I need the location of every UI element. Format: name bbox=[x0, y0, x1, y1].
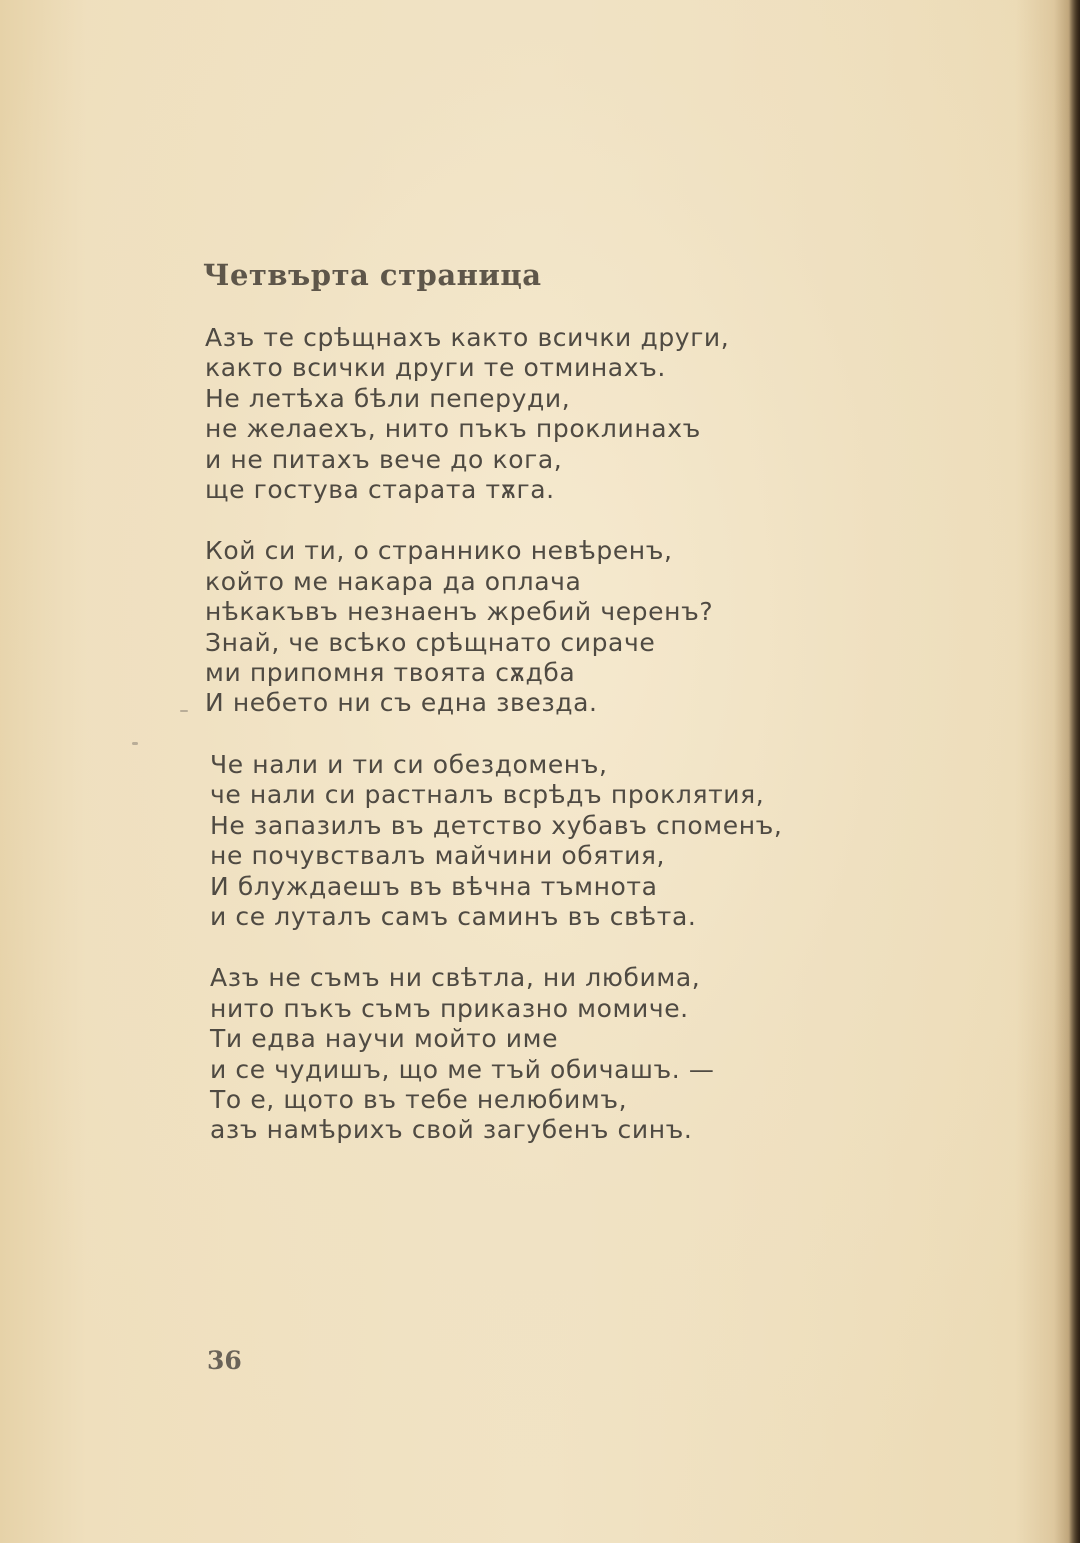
poem-line: нѣкакъвъ незнаенъ жребий черенъ? bbox=[205, 597, 714, 627]
paper-speck bbox=[132, 742, 138, 745]
poem-body bbox=[205, 323, 845, 1177]
paper-speck bbox=[180, 710, 188, 712]
poem-line: ми припомня твоята сѫдба bbox=[205, 658, 576, 688]
poem-line: и не питахъ вече до кога, bbox=[205, 444, 563, 474]
poem-line: Че нали и ти си обездоменъ, bbox=[210, 749, 608, 779]
poem-line: Азъ не съмъ ни свѣтла, ни любима, bbox=[210, 963, 701, 993]
poem-line: ще гостува старата тѫга. bbox=[205, 475, 555, 505]
poem-line: азъ намѣрихъ свой загубенъ синъ. bbox=[210, 1115, 693, 1145]
poem-line: не желаехъ, нито пъкъ проклинахъ bbox=[205, 414, 701, 444]
page-number: 36 bbox=[207, 1346, 242, 1375]
poem-line: Азъ те срѣщнахъ както всички други, bbox=[205, 323, 730, 352]
poem-line: че нали си растналъ всрѣдъ проклятия, bbox=[210, 780, 765, 810]
poem-line: То е, щото въ тебе нелюбимъ, bbox=[210, 1084, 628, 1114]
poem-line: не почувствалъ майчини обятия, bbox=[210, 841, 666, 871]
poem-line: и се луталъ самъ саминъ въ свѣта. bbox=[210, 901, 697, 931]
poem-line: Знай, че всѣко срѣщнато сираче bbox=[205, 627, 656, 657]
poem-line: и се чудишъ, що ме тъй обичашъ. — bbox=[210, 1054, 715, 1084]
poem-line: И небето ни съ една звезда. bbox=[205, 688, 598, 718]
poem-line: Кой си ти, о страннико невѣренъ, bbox=[205, 536, 673, 566]
page-edge-shadow bbox=[1054, 0, 1080, 1543]
poem-line: Не запазилъ въ детство хубавъ споменъ, bbox=[210, 810, 783, 840]
poem-line: нито пъкъ съмъ приказно момиче. bbox=[210, 993, 689, 1023]
stanza-3 bbox=[205, 750, 845, 932]
poem-line: който ме накара да оплача bbox=[205, 566, 582, 596]
poem-title: Четвърта страница bbox=[203, 258, 542, 292]
stanza-4 bbox=[205, 963, 845, 1145]
poem-line: както всички други те отминахъ. bbox=[205, 353, 666, 383]
poem-line: И блуждаешъ въ вѣчна тъмнота bbox=[210, 871, 658, 901]
stanza-2 bbox=[205, 536, 845, 718]
poem-line: Не летѣха бѣли пеперуди, bbox=[205, 383, 571, 413]
stanza-1 bbox=[205, 323, 845, 505]
poem-line: Ти едва научи мойто име bbox=[210, 1024, 559, 1054]
